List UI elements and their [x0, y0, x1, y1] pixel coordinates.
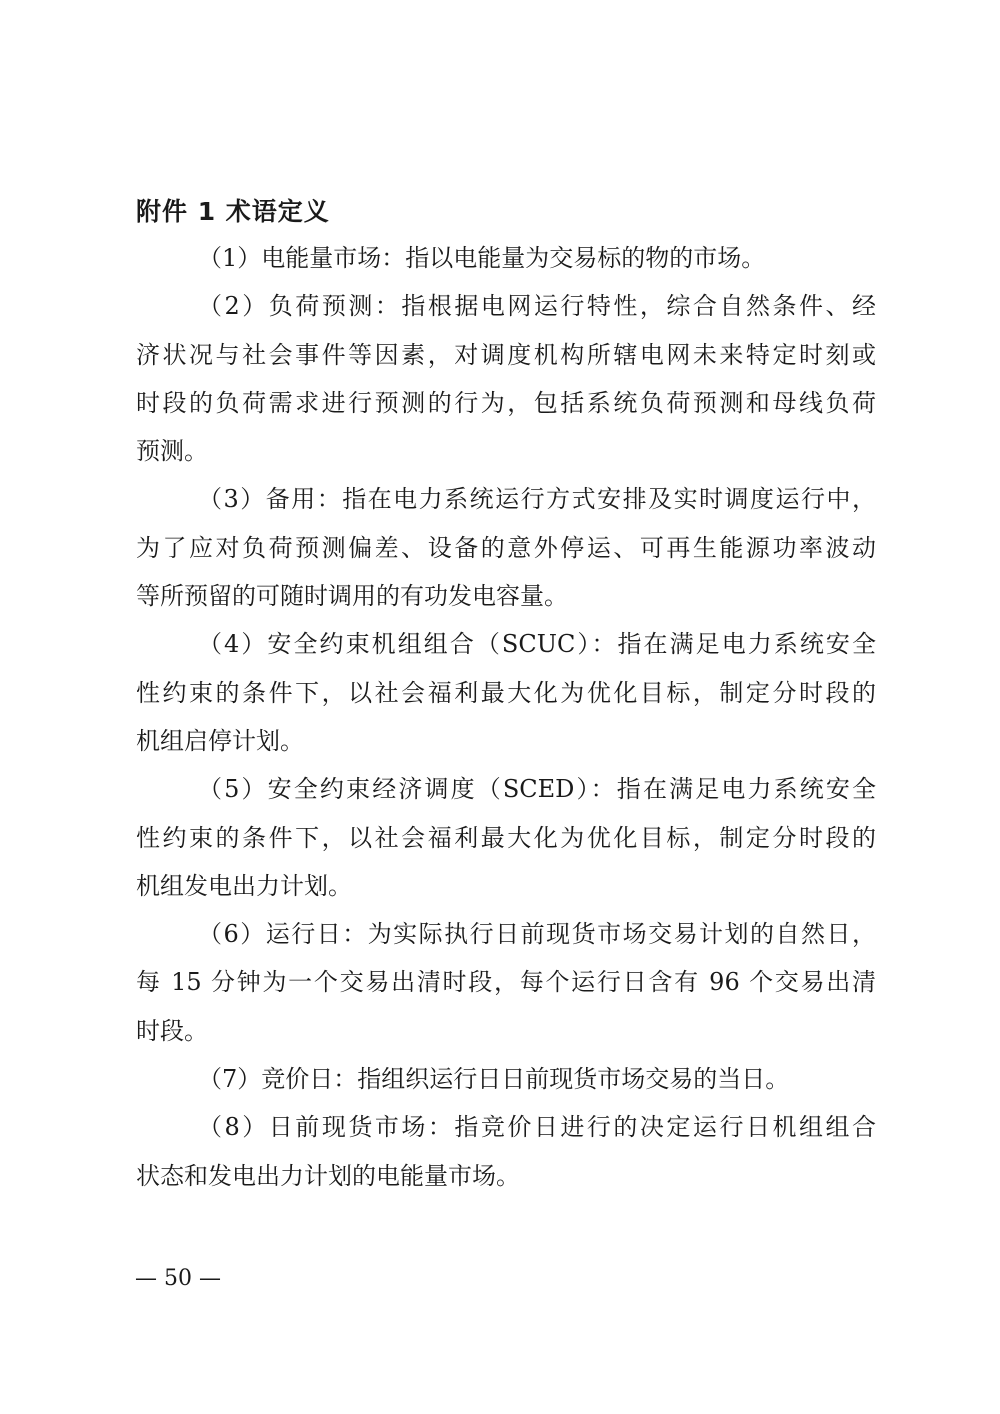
definition-2-line: （2）负荷预测：指根据电网运行特性，综合自然条件、经 — [198, 292, 876, 321]
definition-5-line: 性约束的条件下，以社会福利最大化为优化目标，制定分时段的 — [136, 823, 876, 852]
definition-5-line: 机组发电出力计划。 — [136, 871, 352, 900]
definition-2-line: 时段的负荷需求进行预测的行为，包括系统负荷预测和母线负荷 — [136, 388, 876, 417]
definition-2-line: 济状况与社会事件等因素，对调度机构所辖电网未来特定时刻或 — [136, 340, 876, 369]
definition-3-line: 为了应对负荷预测偏差、设备的意外停运、可再生能源功率波动 — [136, 533, 876, 562]
definition-4-line: 性约束的条件下，以社会福利最大化为优化目标，制定分时段的 — [136, 678, 876, 707]
definition-6-line: 时段。 — [136, 1016, 208, 1045]
definition-3-line: 等所预留的可随时调用的有功发电容量。 — [136, 582, 568, 611]
definition-5-line: （5）安全约束经济调度（SCED）：指在满足电力系统安全 — [198, 775, 876, 804]
document-body — [136, 234, 876, 1200]
definition-2-line: 预测。 — [136, 437, 208, 466]
definition-8-line: （8）日前现货市场：指竞价日进行的决定运行日机组组合 — [198, 1113, 876, 1142]
definition-1-line: （1）电能量市场：指以电能量为交易标的物的市场。 — [198, 244, 766, 272]
definition-4-line: （4）安全约束机组组合（SCUC）：指在满足电力系统安全 — [198, 630, 876, 659]
definition-6-line: （6）运行日：为实际执行日前现货市场交易计划的自然日， — [198, 920, 876, 949]
document-title: 附件 1 术语定义 — [136, 197, 330, 226]
definition-6-line: 每 15 分钟为一个交易出清时段，每个运行日含有 96 个交易出清 — [136, 968, 876, 997]
definition-4-line: 机组启停计划。 — [136, 726, 304, 755]
definition-8-line: 状态和发电出力计划的电能量市场。 — [136, 1161, 520, 1190]
definition-3-line: （3）备用：指在电力系统运行方式安排及实时调度运行中， — [198, 485, 876, 514]
definition-7-line: （7）竞价日：指组织运行日日前现货市场交易的当日。 — [198, 1065, 790, 1094]
page-number: — 50 — — [135, 1266, 221, 1291]
